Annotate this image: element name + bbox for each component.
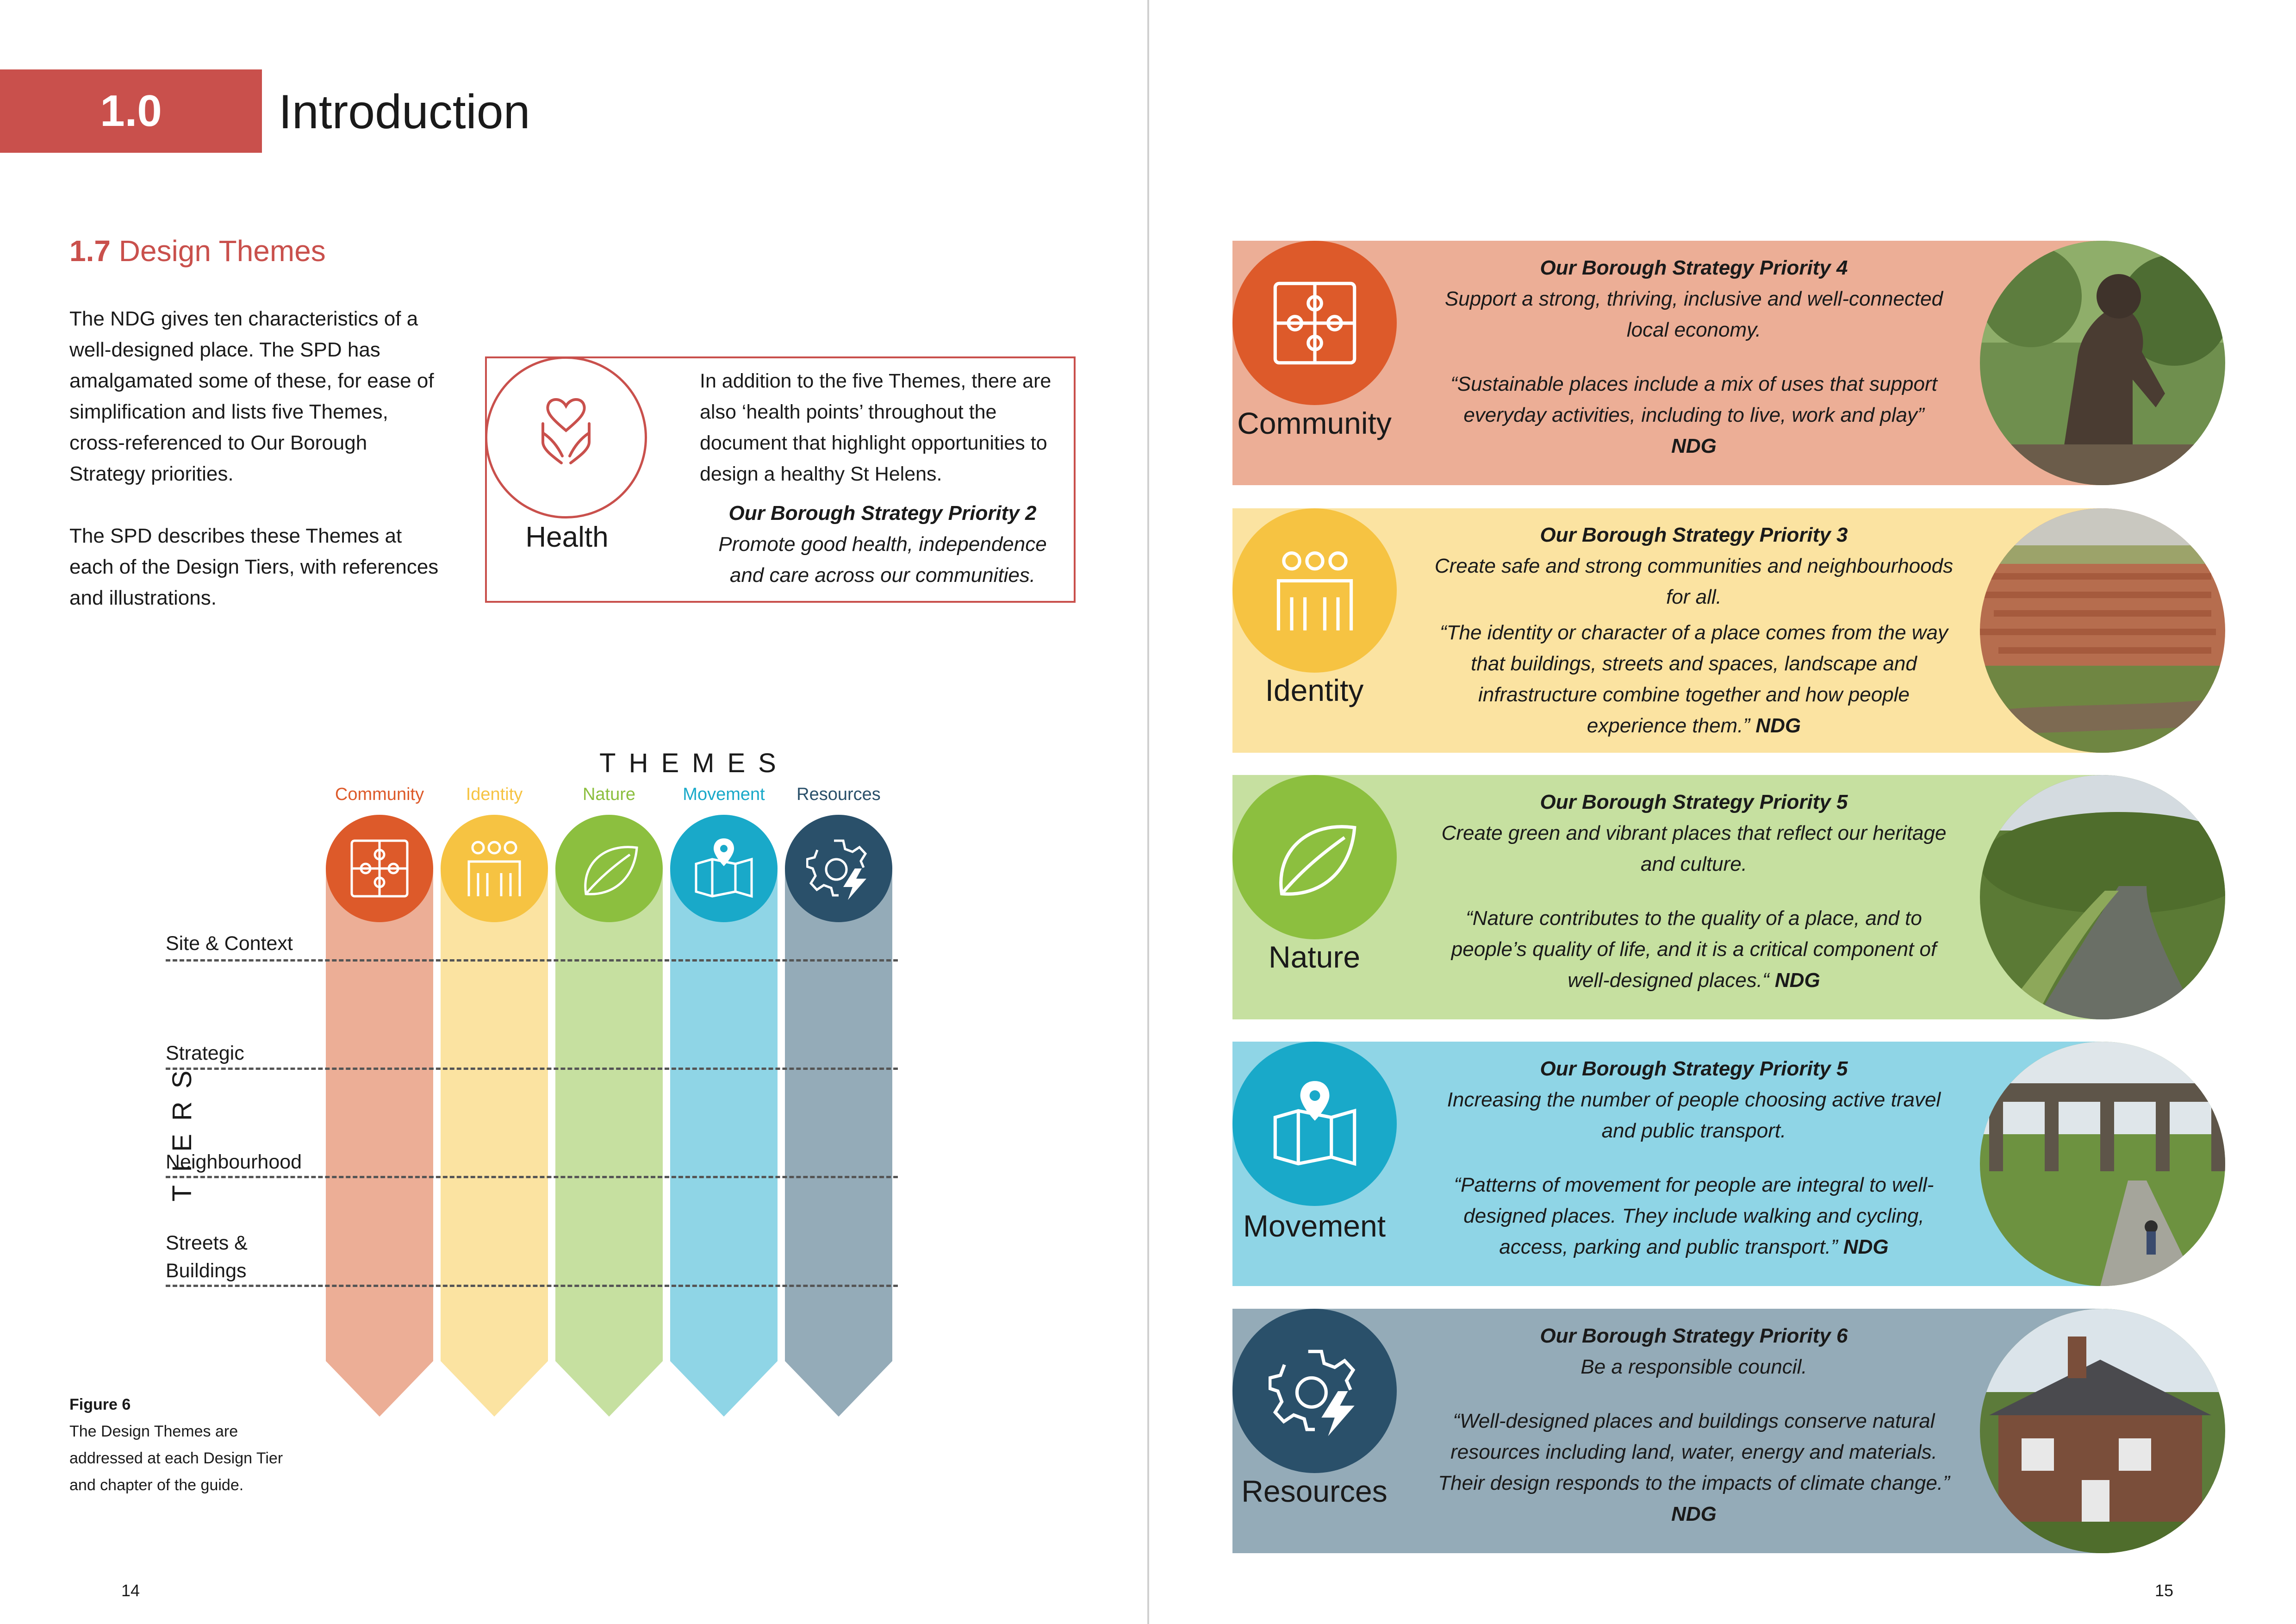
themes-title: THEMES <box>599 748 789 778</box>
panel-text-movement <box>1430 1053 1958 1262</box>
theme-label-movement: Movement <box>683 785 765 804</box>
panel-name-resources: Resources <box>1241 1474 1388 1508</box>
theme-bar-community <box>326 870 433 1417</box>
tier-line-neighbourhood <box>166 1176 898 1178</box>
quote-source: NDG <box>1755 714 1801 737</box>
quote-text: “Nature contributes to the quality of a place, and to people’s quality of life, and it is a critical component of well-designed places.“ NDG <box>1451 907 1937 992</box>
health-priority-heading: Our Borough Strategy Priority 2 <box>728 502 1037 525</box>
panel-text-identity <box>1430 519 1958 741</box>
tiers-title: TIERS <box>167 1057 197 1202</box>
people-icon <box>462 836 527 901</box>
leaf-icon <box>577 836 641 901</box>
intro-paragraph-2: The SPD describes these Themes at each of the Design Tiers, with references and illustrations. <box>69 525 439 609</box>
section-number: 1.0 <box>0 69 262 153</box>
priority-heading: Our Borough Strategy Priority 4 <box>1540 256 1848 279</box>
priority-text: Increasing the number of people choosing active travel and public transport. <box>1447 1088 1941 1142</box>
photo-sculpture <box>1980 241 2225 485</box>
theme-circle-resources <box>785 815 892 922</box>
subsection-label: Design Themes <box>118 234 326 268</box>
panel-text-resources <box>1430 1320 1958 1530</box>
tier-label-streets: Streets & <box>166 1232 248 1254</box>
figure-heading: Figure 6 <box>69 1396 131 1413</box>
priority-text: Be a responsible council. <box>1580 1355 1807 1378</box>
priority-heading: Our Borough Strategy Priority 5 <box>1540 791 1848 813</box>
panel-circle-identity <box>1232 508 1397 673</box>
panel-name-nature: Nature <box>1268 940 1361 974</box>
map-pin-icon <box>1269 1078 1361 1170</box>
health-circle <box>485 356 647 518</box>
priority-text: Create safe and strong communities and neighbourhoods for all. <box>1434 555 1954 608</box>
puzzle-icon <box>1269 277 1361 369</box>
gear-bolt-icon <box>1269 1345 1361 1437</box>
tier-line-streets-buildings <box>166 1285 898 1287</box>
theme-circle-nature <box>555 815 663 922</box>
theme-label-resources: Resources <box>796 785 881 804</box>
theme-bar-nature <box>555 870 663 1417</box>
theme-label-community: Community <box>335 785 424 804</box>
subsection-title <box>69 234 326 268</box>
figure-caption <box>69 1391 292 1499</box>
quote-text: “Sustainable places include a mix of uses that support everyday activities, including to live, work and play” <box>1450 373 1937 426</box>
panel-text-nature <box>1430 787 1958 996</box>
section-title: Introduction <box>279 85 530 139</box>
photo-viaduct-cyclist <box>1980 1042 2225 1286</box>
panel-name-identity: Identity <box>1265 673 1364 707</box>
tier-label-strategic: Strategic <box>166 1042 244 1064</box>
theme-label-nature: Nature <box>582 785 636 804</box>
leaf-icon <box>1269 811 1361 904</box>
page-number-left: 14 <box>121 1581 140 1600</box>
tier-label-buildings: Buildings <box>166 1260 247 1282</box>
health-priority <box>700 498 1065 591</box>
theme-circle-community <box>326 815 433 922</box>
intro-text <box>69 303 440 644</box>
health-priority-text: Promote good health, independence and care across our communities. <box>718 533 1047 587</box>
gear-bolt-icon <box>806 836 871 901</box>
quote-text: “Patterns of movement for people are integral to well-designed places. They include walking and cycling, access, parking and public transport.” NDG <box>1454 1174 1934 1258</box>
quote-source: NDG <box>1774 969 1820 992</box>
health-text: In addition to the five Themes, there are also ‘health points’ throughout the document that highlight opportunities to design a healthy St Helens. <box>700 370 1052 485</box>
subsection-number: 1.7 <box>69 234 111 268</box>
tier-line-site-context <box>166 959 898 962</box>
health-label: Health <box>525 521 609 553</box>
puzzle-icon <box>347 836 412 901</box>
panel-circle-community <box>1232 241 1397 405</box>
quote-source: NDG <box>1671 435 1717 457</box>
panel-circle-nature <box>1232 775 1397 939</box>
quote-text: “Well-designed places and buildings conserve natural resources including land, water, energy and materials. Their design responds to the impacts of climate change.” NDG <box>1438 1410 1950 1525</box>
theme-bar-identity <box>441 870 548 1417</box>
tier-label-neighbourhood: Neighbourhood <box>166 1151 302 1173</box>
quote-source: NDG <box>1843 1236 1889 1258</box>
priority-heading: Our Borough Strategy Priority 6 <box>1540 1324 1848 1347</box>
priority-heading: Our Borough Strategy Priority 5 <box>1540 1057 1848 1080</box>
theme-circle-movement <box>670 815 778 922</box>
people-icon <box>1269 544 1361 637</box>
theme-label-identity: Identity <box>466 785 523 804</box>
heart-hands-icon <box>524 387 608 465</box>
panel-circle-movement <box>1232 1042 1397 1206</box>
panel-circle-resources <box>1232 1309 1397 1473</box>
theme-bar-resources <box>785 870 892 1417</box>
theme-bar-movement <box>670 870 778 1417</box>
panel-name-community: Community <box>1237 406 1392 440</box>
page-spine <box>1147 0 1149 1624</box>
quote-text: “The identity or character of a place comes from the way that buildings, streets and spaces, landscape and infrastructure combine together and how people experience them.” NDG <box>1439 621 1948 737</box>
photo-brick-house <box>1980 1309 2225 1553</box>
quote-source: NDG <box>1671 1503 1717 1525</box>
map-pin-icon <box>691 836 756 901</box>
photo-aerial-town <box>1980 508 2225 753</box>
priority-heading: Our Borough Strategy Priority 3 <box>1540 524 1848 546</box>
theme-circle-identity <box>441 815 548 922</box>
tier-label-site-context: Site & Context <box>166 932 293 955</box>
panel-name-movement: Movement <box>1243 1209 1386 1243</box>
intro-paragraph-1: The NDG gives ten characteristics of a well-designed place. The SPD has amalgamated some of these, for ease of simplification and lists five Themes, cross-referenced to Our Borough Strategy priorities. <box>69 307 434 485</box>
panel-text-community <box>1430 252 1958 462</box>
tier-line-strategic <box>166 1068 898 1070</box>
figure-text: The Design Themes are addressed at each Design Tier and chapter of the guide. <box>69 1423 283 1494</box>
priority-text: Create green and vibrant places that reflect our heritage and culture. <box>1441 822 1947 875</box>
page-number-right: 15 <box>2155 1581 2174 1600</box>
photo-canal <box>1980 775 2225 1019</box>
priority-text: Support a strong, thriving, inclusive and well-connected local economy. <box>1444 287 1943 341</box>
